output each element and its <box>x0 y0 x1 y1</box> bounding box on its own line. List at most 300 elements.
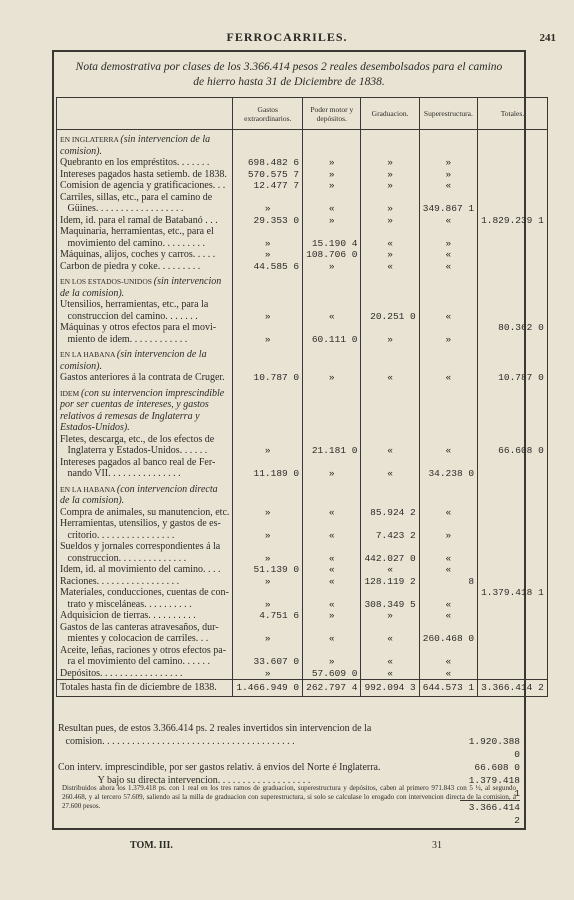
value-cell: 108.706 0 <box>303 249 361 261</box>
row-description: Totales hasta fin de diciembre de 1838. <box>57 680 233 697</box>
value-cell: » <box>233 576 303 588</box>
value-cell: » <box>233 599 303 611</box>
value-cell: « <box>303 564 361 576</box>
value-cell: « <box>419 249 477 261</box>
value-cell: 570.575 7 <box>233 169 303 181</box>
value-cell: » <box>233 553 303 565</box>
section-row <box>57 130 548 158</box>
value-cell: 34.238 0 <box>419 468 477 480</box>
row-description: Raciones. . . . . . . . . . . . . . . . . <box>57 576 233 588</box>
empty-cell <box>419 345 477 372</box>
value-cell: 1.466.949 0 <box>233 680 303 697</box>
caption-line-2: de hierro hasta 31 de Diciembre de 1838. <box>193 76 385 88</box>
value-cell: « <box>361 633 419 645</box>
table-row <box>57 541 548 553</box>
value-cell <box>478 180 548 192</box>
value-cell <box>419 457 477 469</box>
value-cell <box>233 622 303 634</box>
table-row <box>57 157 548 169</box>
value-cell: 7.423 2 <box>361 530 419 542</box>
table-row <box>57 215 548 227</box>
value-cell: » <box>303 215 361 227</box>
column-header: Gastos extraordinarios. <box>233 98 303 130</box>
section-qualifier: (sin intervencion de la comision). <box>60 349 207 372</box>
row-description: Güines. . . . . . . . . . . . . . . . . . <box>57 203 233 215</box>
value-cell: 4.751 6 <box>233 610 303 622</box>
value-cell <box>478 622 548 634</box>
value-cell: » <box>419 238 477 250</box>
section-heading <box>57 480 233 507</box>
value-cell <box>361 587 419 599</box>
row-description: trato y misceláneas. . . . . . . . . . <box>57 599 233 611</box>
value-cell <box>478 192 548 204</box>
value-cell <box>478 157 548 169</box>
value-cell: 20.251 0 <box>361 311 419 323</box>
value-cell: » <box>361 215 419 227</box>
signature-number: 31 <box>432 840 442 851</box>
value-cell <box>233 299 303 311</box>
value-cell: 51.139 0 <box>233 564 303 576</box>
value-cell: 21.181 0 <box>303 445 361 457</box>
value-cell: « <box>361 564 419 576</box>
table-row <box>57 311 548 323</box>
value-cell: » <box>303 261 361 273</box>
row-description: Materiales, conducciones, cuentas de con- <box>57 587 233 599</box>
value-cell <box>233 434 303 446</box>
value-cell: » <box>361 157 419 169</box>
value-cell: » <box>303 180 361 192</box>
value-cell <box>419 622 477 634</box>
summary-final-value: 3.366.414 2 <box>460 800 520 827</box>
value-cell: « <box>303 507 361 519</box>
running-title: FERROCARRILES. <box>226 30 348 44</box>
value-cell <box>361 541 419 553</box>
table-row <box>57 169 548 181</box>
value-cell: 60.111 0 <box>303 334 361 346</box>
table-row <box>57 334 548 346</box>
value-cell: 260.468 0 <box>419 633 477 645</box>
section-caps: EN LOS ESTADOS-UNIDOS <box>60 277 154 286</box>
section-caps: EN LA HABANA <box>60 484 117 494</box>
value-cell: « <box>303 530 361 542</box>
volume-label: TOM. III. <box>130 840 173 851</box>
expense-table <box>56 97 548 697</box>
value-cell: 15.190 4 <box>303 238 361 250</box>
value-cell <box>478 541 548 553</box>
empty-cell <box>361 480 419 507</box>
table-row <box>57 322 548 334</box>
value-cell <box>361 622 419 634</box>
table-row <box>57 645 548 657</box>
row-description: Aceite, leñas, raciones y otros efectos pa- <box>57 645 233 657</box>
row-description: ra el movimiento del camino. . . . . . <box>57 656 233 668</box>
row-description: movimiento del camino. . . . . . . . . <box>57 238 233 250</box>
row-description: Inglaterra y Estados-Unidos. . . . . . <box>57 445 233 457</box>
row-description: construccion del camino. . . . . . . <box>57 311 233 323</box>
summary-label: Con interv. imprescindible, por ser gastos relativ. á envios del Norte é Inglaterra. <box>58 762 381 773</box>
value-cell <box>478 169 548 181</box>
value-cell: 1.829.239 1 <box>478 215 548 227</box>
section-heading <box>57 384 233 434</box>
value-cell <box>419 645 477 657</box>
row-description: construccion. . . . . . . . . . . . . . <box>57 553 233 565</box>
value-cell: « <box>419 445 477 457</box>
caption-line-1: Nota demostrativa por clases de los 3.366.414 pesos 2 reales desembolsados para el camino <box>75 61 503 73</box>
totals-row <box>57 680 548 697</box>
section-caps: EN LA HABANA <box>60 350 117 359</box>
value-cell <box>478 249 548 261</box>
value-cell: « <box>303 599 361 611</box>
value-cell: « <box>419 599 477 611</box>
table-row <box>57 656 548 668</box>
value-cell <box>303 645 361 657</box>
value-cell <box>233 541 303 553</box>
value-cell: 698.482 6 <box>233 157 303 169</box>
row-description: Máquinas, alijos, coches y carros. . . . . <box>57 249 233 261</box>
table-row <box>57 445 548 457</box>
summary-row <box>58 761 520 774</box>
value-cell: « <box>419 311 477 323</box>
value-cell: » <box>419 157 477 169</box>
row-description: Carriles, sillas, etc., para el camino de <box>57 192 233 204</box>
empty-cell <box>361 130 419 158</box>
summary-row <box>58 735 520 761</box>
value-cell: » <box>303 656 361 668</box>
value-cell <box>303 299 361 311</box>
value-cell: « <box>361 468 419 480</box>
row-description: Comision de agencia y gratificaciones. . . <box>57 180 233 192</box>
value-cell: « <box>303 203 361 215</box>
value-cell: » <box>361 610 419 622</box>
row-description: mientes y colocacion de carriles. . . <box>57 633 233 645</box>
row-description: Intereses pagados hasta setiemb. de 1838. <box>57 169 233 181</box>
value-cell: 29.353 0 <box>233 215 303 227</box>
empty-cell <box>419 384 477 434</box>
value-cell: « <box>303 633 361 645</box>
value-cell: » <box>361 334 419 346</box>
value-cell <box>419 434 477 446</box>
value-cell <box>361 434 419 446</box>
value-cell: » <box>233 203 303 215</box>
value-cell <box>233 226 303 238</box>
table-row <box>57 553 548 565</box>
page-number: 241 <box>539 32 556 44</box>
value-cell <box>361 226 419 238</box>
value-cell <box>419 226 477 238</box>
value-cell <box>478 599 548 611</box>
section-row <box>57 480 548 507</box>
table-row <box>57 192 548 204</box>
value-cell <box>419 541 477 553</box>
row-description: Utensilios, herramientas, etc., para la <box>57 299 233 311</box>
value-cell: « <box>361 445 419 457</box>
value-cell <box>478 610 548 622</box>
value-cell: « <box>361 372 419 384</box>
column-header: Superestructura. <box>419 98 477 130</box>
value-cell <box>478 226 548 238</box>
value-cell <box>478 553 548 565</box>
value-cell: 33.607 0 <box>233 656 303 668</box>
empty-cell <box>303 272 361 299</box>
value-cell <box>478 434 548 446</box>
value-cell: » <box>361 180 419 192</box>
row-description: Depósitos. . . . . . . . . . . . . . . . . <box>57 668 233 680</box>
table-row <box>57 599 548 611</box>
value-cell: » <box>361 203 419 215</box>
column-header <box>57 98 233 130</box>
value-cell <box>361 645 419 657</box>
row-description: Herramientas, utensilios, y gastos de es- <box>57 518 233 530</box>
table-row <box>57 180 548 192</box>
row-description: Idem, id. al movimiento del camino. . . . <box>57 564 233 576</box>
value-cell <box>478 238 548 250</box>
value-cell <box>233 192 303 204</box>
value-cell: « <box>361 238 419 250</box>
value-cell: « <box>303 553 361 565</box>
value-cell <box>233 518 303 530</box>
value-cell <box>233 587 303 599</box>
value-cell: 262.797 4 <box>303 680 361 697</box>
value-cell: 66.608 0 <box>478 445 548 457</box>
value-cell <box>303 518 361 530</box>
value-cell <box>303 457 361 469</box>
table-body <box>57 130 548 697</box>
row-description: nando VII. . . . . . . . . . . . . . . <box>57 468 233 480</box>
value-cell: » <box>233 311 303 323</box>
empty-cell <box>419 130 477 158</box>
summary-block <box>58 722 520 827</box>
column-header: Totales. <box>478 98 548 130</box>
table-caption <box>58 60 520 90</box>
empty-cell <box>478 130 548 158</box>
section-row <box>57 345 548 372</box>
empty-cell <box>478 384 548 434</box>
value-cell: « <box>361 668 419 680</box>
section-row <box>57 272 548 299</box>
value-cell <box>478 576 548 588</box>
value-cell <box>361 322 419 334</box>
value-cell: » <box>361 249 419 261</box>
table-row <box>57 226 548 238</box>
value-cell: » <box>303 157 361 169</box>
table-row <box>57 299 548 311</box>
value-cell: « <box>419 553 477 565</box>
value-cell <box>419 587 477 599</box>
value-cell: 8 <box>419 576 477 588</box>
empty-cell <box>361 345 419 372</box>
value-cell <box>478 645 548 657</box>
value-cell: « <box>361 656 419 668</box>
table-row <box>57 564 548 576</box>
table-row <box>57 203 548 215</box>
table-row <box>57 530 548 542</box>
value-cell: » <box>303 169 361 181</box>
table-row <box>57 507 548 519</box>
summary-label: comision. . . . . . . . . . . . . . . . . . . . . . . . . . . . . . . . . . . . . . . <box>58 736 295 747</box>
value-cell <box>478 507 548 519</box>
value-cell <box>303 541 361 553</box>
value-cell: 44.585 6 <box>233 261 303 273</box>
value-cell: 349.867 1 <box>419 203 477 215</box>
value-cell: « <box>419 261 477 273</box>
section-caps: IDEM <box>60 388 82 398</box>
value-cell: 308.349 5 <box>361 599 419 611</box>
empty-cell <box>478 480 548 507</box>
value-cell: » <box>419 334 477 346</box>
table-row <box>57 238 548 250</box>
value-cell: « <box>419 507 477 519</box>
value-cell: » <box>233 507 303 519</box>
empty-cell <box>303 345 361 372</box>
value-cell: 644.573 1 <box>419 680 477 697</box>
value-cell <box>361 299 419 311</box>
section-row <box>57 384 548 434</box>
value-cell: » <box>233 668 303 680</box>
value-cell <box>361 457 419 469</box>
value-cell: » <box>233 249 303 261</box>
value-cell: « <box>419 656 477 668</box>
value-cell: 10.787 0 <box>233 372 303 384</box>
value-cell <box>233 645 303 657</box>
row-description: Intereses pagados al banco real de Fer- <box>57 457 233 469</box>
value-cell: « <box>419 372 477 384</box>
value-cell: 57.609 0 <box>303 668 361 680</box>
row-description: Adquisicion de tierras. . . . . . . . . . <box>57 610 233 622</box>
table-row <box>57 434 548 446</box>
section-qualifier: (con su intervencion imprescindible por ser cuentas de intereses, y gastos relativos á remesas de Inglaterra y Estados-Unidos). <box>60 387 225 433</box>
table-row <box>57 610 548 622</box>
summary-value: 1.379.418 1 <box>468 775 520 799</box>
value-cell: « <box>419 668 477 680</box>
value-cell: » <box>233 633 303 645</box>
value-cell <box>478 564 548 576</box>
row-description: miento de idem. . . . . . . . . . . . <box>57 334 233 346</box>
value-cell: « <box>419 215 477 227</box>
value-cell: 128.119 2 <box>361 576 419 588</box>
section-caps: EN INGLATERRA <box>60 135 121 144</box>
value-cell: « <box>419 610 477 622</box>
value-cell: 10.787 0 <box>478 372 548 384</box>
table-row <box>57 622 548 634</box>
value-cell: » <box>233 445 303 457</box>
row-description: Gastos de las canteras atravesaños, dur- <box>57 622 233 634</box>
row-description: Sueldos y jornales correspondientes á la <box>57 541 233 553</box>
value-cell <box>419 299 477 311</box>
value-cell <box>478 457 548 469</box>
value-cell: 442.027 0 <box>361 553 419 565</box>
footnote: Distribuidos ahora los 1.379.418 ps. con 1 real en los tres ramos de graduacion, superestructura y depósitos, caben al primero 971.843 con 5 ½, al segundo 260.468, y al tercero 57.609, saliendo así la milla de graduacion con superestructura, si solo se calculase lo erogado con intervencion directa de la comision, á 27.600 pesos. <box>62 784 516 810</box>
value-cell <box>478 299 548 311</box>
empty-cell <box>419 480 477 507</box>
value-cell: » <box>303 610 361 622</box>
table-header-row <box>57 98 548 130</box>
value-cell: » <box>303 372 361 384</box>
value-cell <box>478 633 548 645</box>
value-cell <box>233 457 303 469</box>
section-heading <box>57 130 233 158</box>
value-cell: » <box>233 530 303 542</box>
value-cell: 80.362 0 <box>478 322 548 334</box>
summary-value: 1.920.388 0 <box>468 736 520 760</box>
empty-cell <box>303 384 361 434</box>
empty-cell <box>233 345 303 372</box>
table-row <box>57 518 548 530</box>
value-cell <box>478 311 548 323</box>
value-cell: « <box>303 576 361 588</box>
value-cell: 12.477 7 <box>233 180 303 192</box>
row-description: Máquinas y otros efectos para el movi- <box>57 322 233 334</box>
value-cell <box>419 192 477 204</box>
table-row <box>57 668 548 680</box>
value-cell <box>361 518 419 530</box>
section-qualifier: (sin intervencion de la comision). <box>60 276 222 299</box>
value-cell <box>478 668 548 680</box>
empty-cell <box>361 272 419 299</box>
value-cell: « <box>419 180 477 192</box>
value-cell <box>478 261 548 273</box>
value-cell: 3.366.414 2 <box>478 680 548 697</box>
value-cell: » <box>361 169 419 181</box>
value-cell <box>478 468 548 480</box>
row-description: Gastos anteriores á la contrata de Cruger. <box>57 372 233 384</box>
row-description: Compra de animales, su manutencion, etc. <box>57 507 233 519</box>
value-cell <box>478 656 548 668</box>
section-qualifier: (con intervencion directa de la comision). <box>60 483 218 506</box>
empty-cell <box>303 480 361 507</box>
table-row <box>57 372 548 384</box>
value-cell: » <box>233 238 303 250</box>
value-cell <box>303 226 361 238</box>
empty-cell <box>303 130 361 158</box>
value-cell: 11.189 0 <box>233 468 303 480</box>
value-cell <box>478 334 548 346</box>
row-description: Maquinaria, herramientas, etc., para el <box>57 226 233 238</box>
empty-cell <box>233 480 303 507</box>
value-cell <box>478 530 548 542</box>
table-row <box>57 249 548 261</box>
empty-cell <box>419 272 477 299</box>
value-cell <box>303 434 361 446</box>
value-cell <box>419 322 477 334</box>
row-description: critorio. . . . . . . . . . . . . . . . <box>57 530 233 542</box>
value-cell: « <box>361 261 419 273</box>
value-cell <box>303 322 361 334</box>
value-cell: » <box>303 468 361 480</box>
column-header: Poder motor y depósitos. <box>303 98 361 130</box>
value-cell: » <box>419 530 477 542</box>
value-cell: 1.379.418 1 <box>478 587 548 599</box>
empty-cell <box>233 272 303 299</box>
value-cell <box>303 622 361 634</box>
summary-label: Y bajo su directa intervencion. . . . . . . . . . . . . . . . . . . <box>58 775 311 786</box>
table-row <box>57 633 548 645</box>
value-cell: » <box>419 169 477 181</box>
summary-value: 66.608 0 <box>474 762 520 773</box>
value-cell <box>419 518 477 530</box>
row-description: Quebranto en los empréstitos. . . . . . . <box>57 157 233 169</box>
summary-intro: Resultan pues, de estos 3.366.414 ps. 2 reales invertidos sin intervencion de la <box>58 723 372 734</box>
empty-cell <box>233 384 303 434</box>
section-heading <box>57 272 233 299</box>
value-cell <box>233 322 303 334</box>
value-cell: 992.094 3 <box>361 680 419 697</box>
row-description: Carbon de piedra y coke. . . . . . . . . <box>57 261 233 273</box>
value-cell: » <box>233 334 303 346</box>
value-cell: « <box>303 311 361 323</box>
empty-cell <box>233 130 303 158</box>
value-cell: 85.924 2 <box>361 507 419 519</box>
empty-cell <box>361 384 419 434</box>
